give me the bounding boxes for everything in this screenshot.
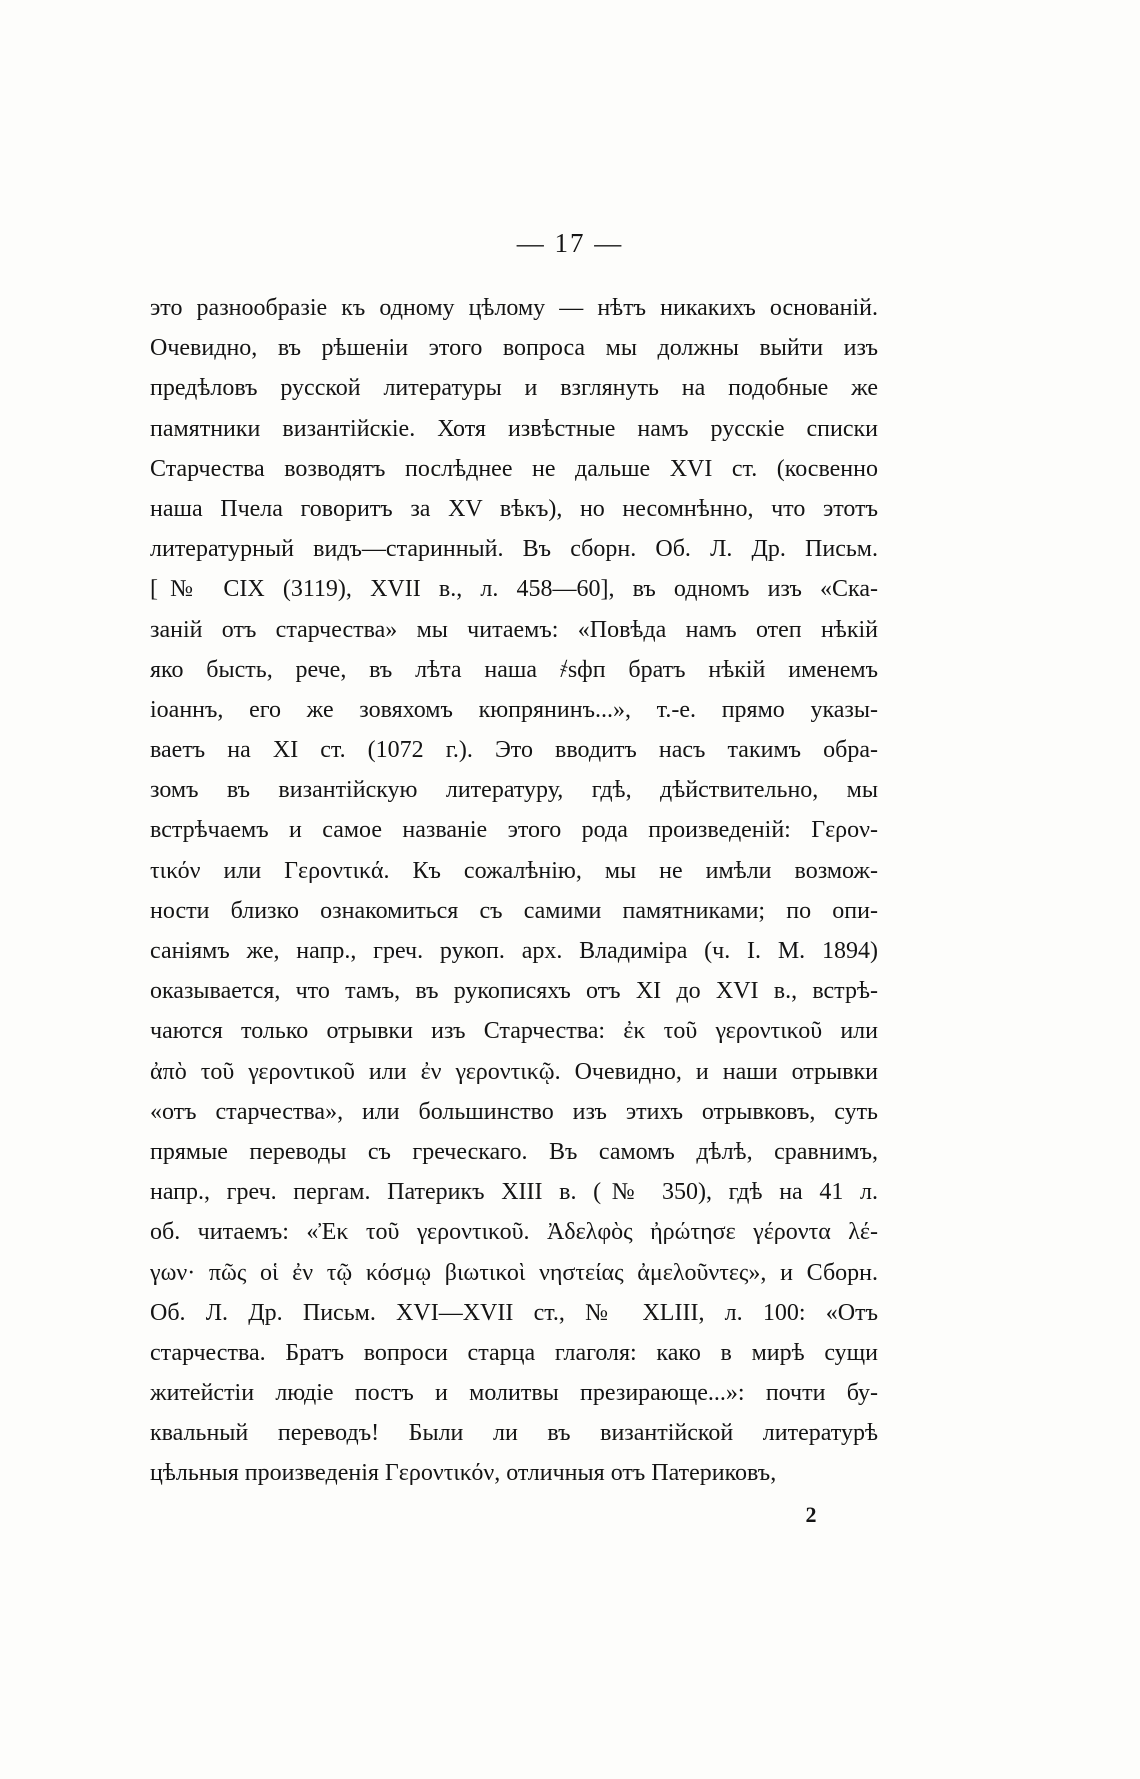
- text-line: встрѣчаемъ и самое названіе этого рода произведеній: Γερον-: [150, 817, 878, 844]
- text-line: предѣловъ русской литературы и взглянуть на подобные же: [150, 375, 878, 402]
- text-line: саніямъ же, напр., греч. рукоп. арх. Владиміра (ч. I. М. 1894): [150, 938, 878, 964]
- body-text: [150, 288, 878, 1494]
- text-line: житейстіи людіе постъ и молитвы презирающе...»: почти бу-: [150, 1380, 878, 1407]
- text-line: заній отъ старчества» мы читаемъ: «Повѣда намъ отеп нѣкій: [150, 616, 878, 643]
- text-line: наша Пчела говоритъ за XV вѣкъ), но несомнѣнно, что этотъ: [150, 495, 878, 522]
- text-line: цѣльныя произведенія Γεροντικόν, отличныя отъ Патериковъ,: [150, 1460, 777, 1487]
- text-line: Очевидно, въ рѣшеніи этого вопроса мы должны выйти изъ: [150, 335, 878, 362]
- text-line: об. читаемъ: «Ἐκ τοῦ γεροντικοῦ. Ἀδελφὸς ἠρώτησε γέροντα λέ-: [150, 1219, 878, 1246]
- text-line: литературный видъ—старинный. Въ сборн. Об. Л. Др. Письм.: [150, 536, 878, 563]
- text-line: τικόν или Γεροντικά. Къ сожалѣнію, мы не имѣли возмож-: [150, 857, 878, 884]
- text-line: [№ CIX (3119), XVII в., л. 458—60], въ одномъ изъ «Ска-: [150, 576, 878, 603]
- text-line: напр., греч. пергам. Патерикъ XIII в. (№ 350), гдѣ на 41 л.: [150, 1179, 878, 1206]
- text-line: зомъ въ византійскую литературу, гдѣ, дѣйствительно, мы: [150, 777, 878, 804]
- text-line: памятники византійскіе. Хотя извѣстные намъ русскіе списки: [150, 415, 878, 442]
- text-line: «отъ старчества», или большинство изъ этихъ отрывковъ, суть: [150, 1098, 878, 1125]
- text-line: яко бысть, рече, въ лѣта наша ҂ѕфп братъ нѣкій именемъ: [150, 656, 878, 683]
- page-number: — 17 —: [516, 228, 624, 258]
- text-line: это разнообразіе къ одному цѣлому — нѣтъ никакихъ основаній.: [150, 295, 878, 321]
- text-line: іоаннъ, его же зовяхомъ кюпрянинъ...», т.-е. прямо указы-: [150, 696, 878, 723]
- text-line: ности близко ознакомиться съ самими памятниками; по опи-: [150, 897, 878, 924]
- text-line: ваетъ на XI ст. (1072 г.). Это вводитъ насъ такимъ обра-: [150, 737, 878, 764]
- text-line: квальный переводъ! Были ли въ византійской литературѣ: [150, 1420, 878, 1447]
- text-line: γων· πῶς οἱ ἐν τῷ κόσμῳ βιωτικοὶ νηστείας ἀμελοῦντες», и Сборн.: [150, 1259, 878, 1286]
- text-line: оказывается, что тамъ, въ рукописяхъ отъ XI до XVI в., встрѣ-: [150, 978, 878, 1005]
- text-line: Старчества возводятъ послѣднее не дальше XVI ст. (косвенно: [150, 455, 878, 482]
- text-line: ἀπὸ τοῦ γεροντικοῦ или ἐν γεροντικῷ. Очевидно, и наши отрывки: [150, 1058, 878, 1085]
- text-line: чаются только отрывки изъ Старчества: ἐκ τοῦ γεροντικοῦ или: [150, 1018, 878, 1045]
- text-line: Об. Л. Др. Письм. XVI—XVII ст., № XLIII, л. 100: «Отъ: [150, 1299, 878, 1326]
- signature-mark: 2: [805, 1502, 817, 1527]
- text-line: прямые переводы съ греческаго. Въ самомъ дѣлѣ, сравнимъ,: [150, 1138, 878, 1165]
- text-line: старчества. Братъ вопроси старца глаголя: како в мирѣ сущи: [150, 1339, 878, 1366]
